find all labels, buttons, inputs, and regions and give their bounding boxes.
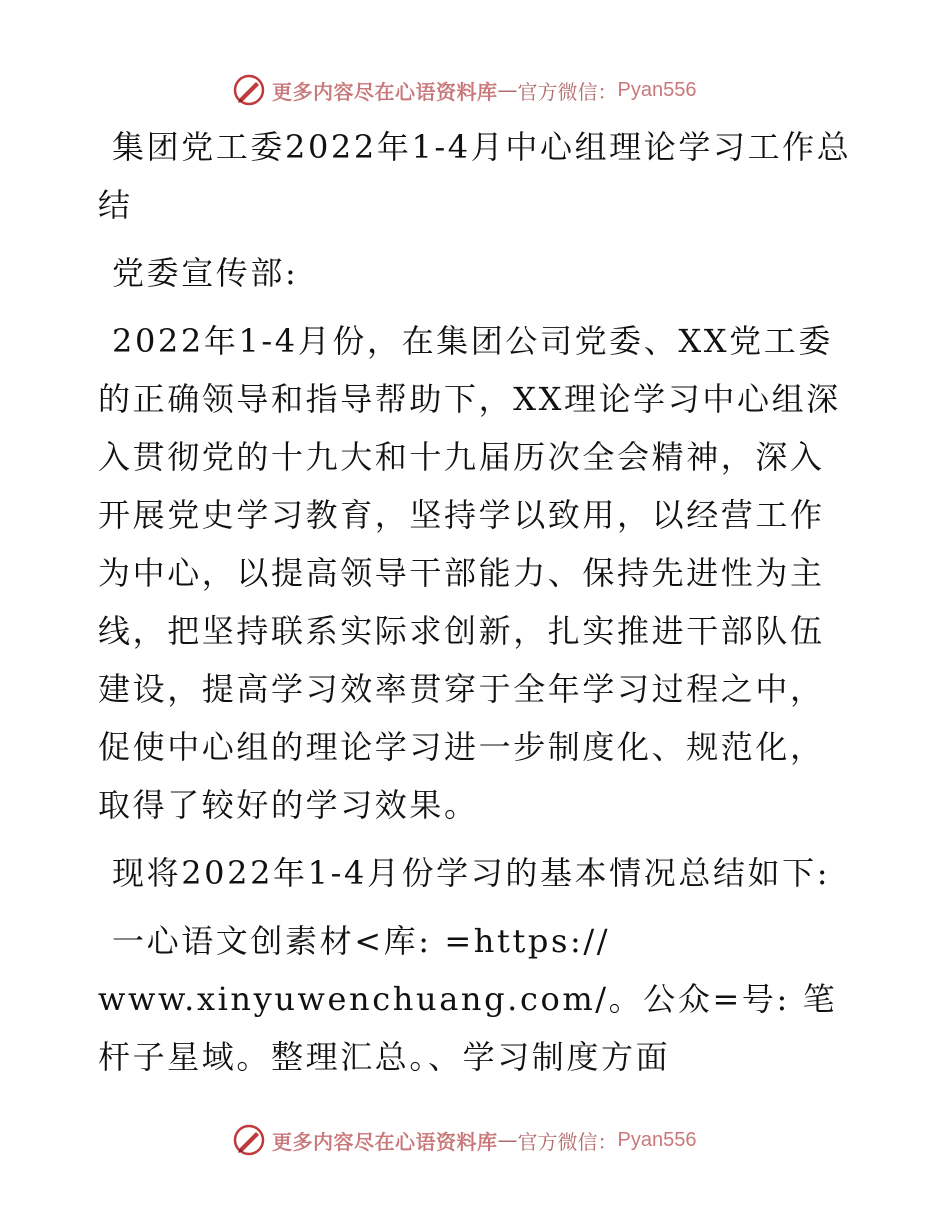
paragraph-summary-lead: 现将2022年1-4月份学习的基本情况总结如下: [112,854,831,892]
document-title: 集团党工委2022年1-4月中心组理论学习工作总结 [98,128,852,224]
section-heading-line1: 一心语文创素材<库: =https:// [112,922,611,960]
pen-logo-icon [232,1123,266,1157]
document-body [98,118,858,1086]
banner-sub-text: 官方微信： [517,79,618,104]
banner-main-text: 更多内容尽在心语资料库 [272,79,498,104]
banner-dash: — [497,78,518,102]
section-heading-line2: www.xinyuwenchuang.com/。公众=号: 笔杆子星域。整理汇总。、学习制度方面 [98,980,838,1076]
footer-banner [232,1120,696,1160]
salutation: 党委宣传部: [112,254,299,292]
pen-logo-icon [232,73,266,107]
banner-dash: — [497,1128,518,1152]
paragraph-intro: 2022年1-4月份，在集团公司党委、XX党工委的正确领导和指导帮助下，XX理论学习中心组深入贯彻党的十九大和十九届历次全会精神，深入开展党史学习教育，坚持学以致用，以经营工作为中心，以提高领导干部能力、保持先进性为主线，把坚持联系实际求创新，扎实推进干部队伍建设，提高学习效率贯穿于全年学习过程之中，促使中心组的理论学习进一步制度化、规范化，取得了较好的学习效果。 [98,322,841,824]
header-banner [232,70,696,110]
banner-wechat-id: Pyan556 [617,78,697,101]
banner-main-text: 更多内容尽在心语资料库 [272,1129,498,1154]
banner-sub-text: 官方微信： [517,1129,618,1154]
banner-wechat-id: Pyan556 [617,1128,697,1151]
